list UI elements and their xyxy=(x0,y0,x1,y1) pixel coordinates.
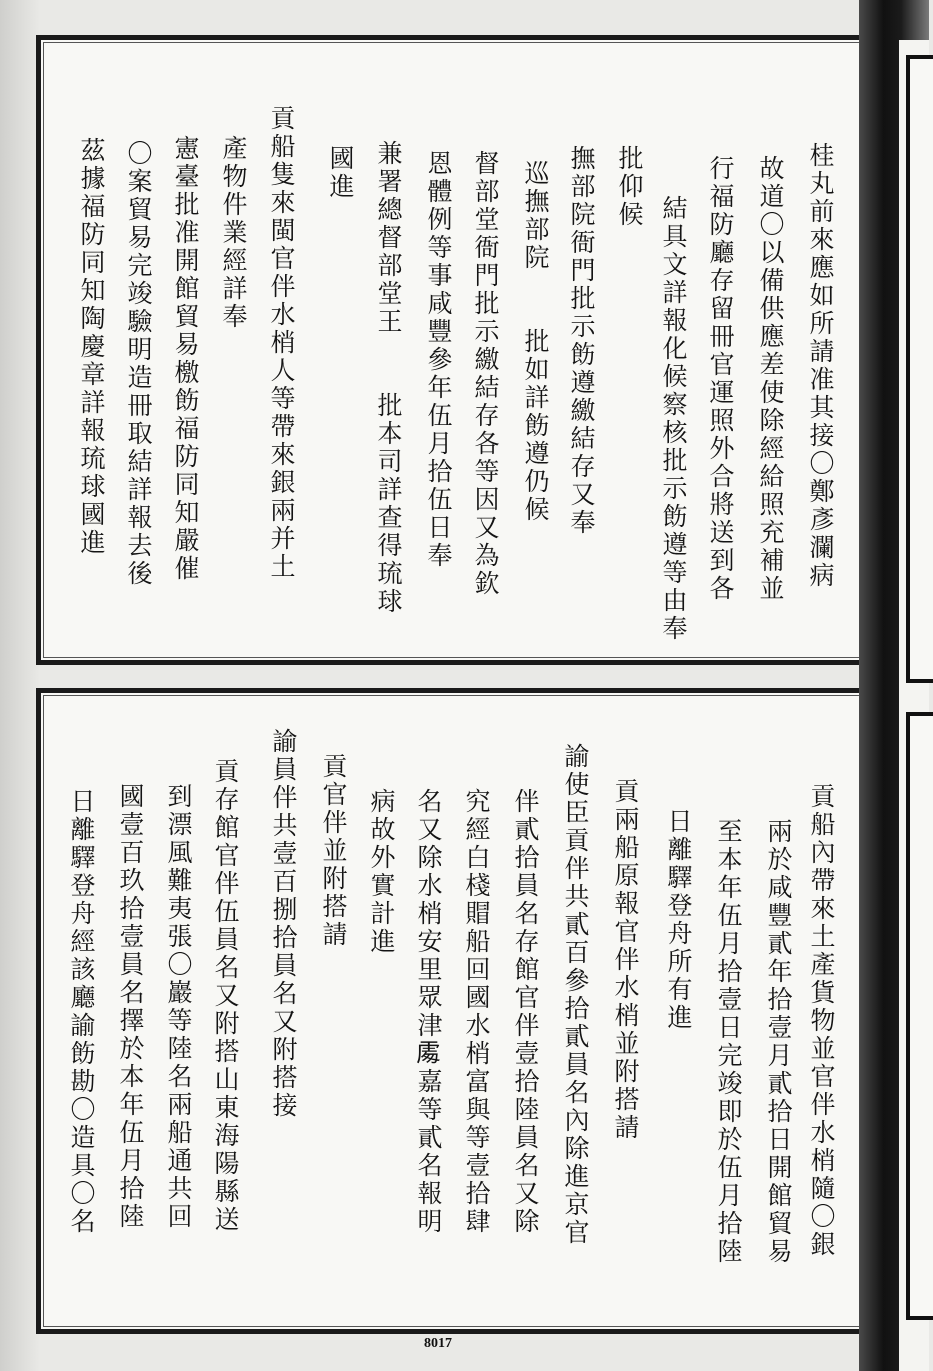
text-column: 病故外實計進 xyxy=(367,788,396,956)
text-column: 行福防廳存留冊官運照外合將送到各 xyxy=(706,155,735,603)
text-column: 〇案貿易完竣驗明造冊取結詳報去後 xyxy=(124,140,153,588)
text-column: 恩體例等事咸豐參年伍月拾伍日奉 xyxy=(424,150,453,570)
text-column: 伴貳拾員名存館官伴壹拾陸員名又除 xyxy=(511,788,540,1236)
text-column: 督部堂衙門批示繳結存各等因又為欽 xyxy=(471,150,500,598)
text-column: 名又除水梢安里眾津𠁅嘉等貳名報明 xyxy=(414,788,443,1236)
text-column: 到漂風難夷張〇巖等陸名兩船通共回 xyxy=(164,783,193,1231)
text-column: 至本年伍月拾壹日完竣即於伍月拾陸 xyxy=(714,818,743,1266)
text-column: 貢船內帶來土產貨物並官伴水梢隨〇銀 xyxy=(807,783,836,1259)
text-column: 撫部院衙門批示飭遵繳結存又奉 xyxy=(567,145,596,537)
page-number: 8017 xyxy=(424,1336,452,1351)
text-column: 結具文詳報化候察核批示飭遵等由奉 xyxy=(659,195,688,643)
text-column: 貢兩船原報官伴水梢並附搭請 xyxy=(611,778,640,1142)
text-column: 貢存館官伴伍員名又附搭山東海陽縣送 xyxy=(211,758,240,1234)
text-column: 究經白棧賵船回國水梢富與等壹拾肆 xyxy=(462,788,491,1236)
text-column: 貢船隻來閩官伴水梢人等帶來銀兩并土 xyxy=(267,105,296,581)
text-column: 日離驛登舟經該廳諭飭勘〇造具〇名 xyxy=(67,788,96,1236)
text-column: 國進 xyxy=(326,145,355,201)
text-column: 桂丸前來應如所請准其接〇鄭彥瀾病 xyxy=(806,142,835,590)
text-column: 批仰候 xyxy=(615,145,644,229)
bottom-text-panel xyxy=(36,688,872,1334)
top-text-panel xyxy=(36,35,872,665)
text-column: 諭員伴共壹百捌拾員名又附搭接 xyxy=(269,728,298,1120)
page-gutter xyxy=(0,0,40,1371)
text-column: 日離驛登舟所有進 xyxy=(664,808,693,1032)
adjacent-page-bottom-panel xyxy=(906,712,933,1320)
text-column: 諭使臣貢伴共貳百參拾貳員名內除進京官 xyxy=(561,743,590,1247)
text-column: 兩於咸豐貳年拾壹月貳拾日開館貿易 xyxy=(764,818,793,1266)
text-column: 貢官伴並附搭請 xyxy=(319,753,348,949)
text-column: 巡撫部院 批如詳飭遵仍候 xyxy=(521,160,550,524)
text-column: 兼署總督部堂王 批本司詳查得琉球 xyxy=(374,140,403,616)
text-column: 憲臺批准開館貿易檄飭福防同知嚴催 xyxy=(171,135,200,583)
adjacent-page-top-panel xyxy=(906,55,933,683)
text-column: 產物件業經詳奉 xyxy=(219,135,248,331)
text-column: 國壹百玖拾壹員名擇於本年伍月拾陸 xyxy=(116,783,145,1231)
text-column: 故道〇以備供應差使除經給照充補並 xyxy=(756,155,785,603)
text-column: 茲據福防同知陶慶章詳報琉球國進 xyxy=(77,137,106,557)
